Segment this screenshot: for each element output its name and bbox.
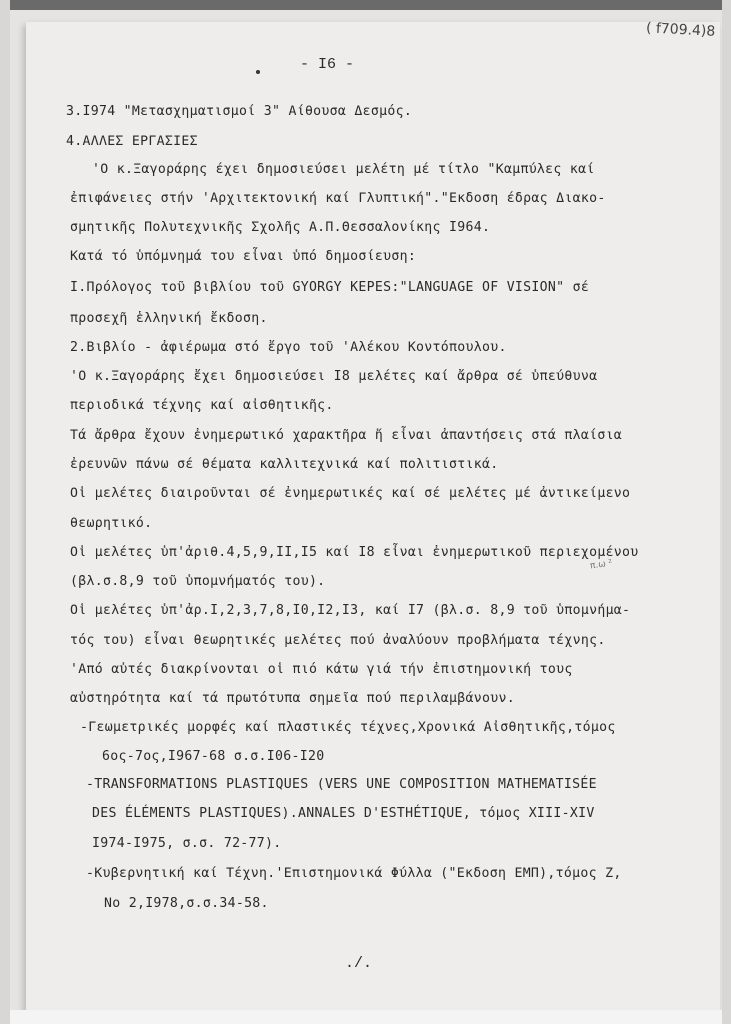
text-line-1: 3.I974 "Μετασχηματισμοί 3" Αίθουσα Δεσμός. <box>66 104 413 119</box>
text-line-13: ἐρευνῶν πάνω σέ θέματα καλλιτεχνικά καί πολιτιστικά. <box>70 457 499 472</box>
text-line-8: προσεχῆ ἑλληνική ἔκδοση. <box>70 311 268 326</box>
text-line-19: τός του) εἶναι θεωρητικές μελέτες πού ἀναλύουν προβλήματα τέχνης. <box>70 633 606 648</box>
text-line-14: Οἱ μελέτες διαιροῦνται σέ ἐνημερωτικές καί σέ μελέτες μέ ἀντικείμενο <box>70 486 631 501</box>
text-line-12: Τά ἄρθρα ἔχουν ἐνημερωτικό χαρακτῆρα ἤ εἶναι ἀπαντήσεις στά πλαίσια <box>70 428 623 443</box>
text-line-16: Οἱ μελέτες ὑπ'ἀριθ.4,5,9,II,I5 καί I8 εἶναι ἐνημερωτικοῦ περιεχομένου <box>70 545 639 560</box>
text-line-20: 'Από αὐτές διακρίνονται οἱ πιό κάτω γιά τήν ἐπιστημονική τους <box>70 662 573 677</box>
page-number: - I6 - <box>300 56 355 73</box>
text-line-26: I974-I975, σ.σ. 72-77). <box>92 836 282 851</box>
scan-edge-top <box>10 0 722 10</box>
ink-dot <box>256 70 260 74</box>
section-heading: 4.ΑΛΛΕΣ ΕΡΓΑΣΙΕΣ <box>66 134 198 149</box>
text-line-15: θεωρητικό. <box>70 516 153 531</box>
text-line-4: ἐπιφάνειες στήν 'Αρχιτεκτονική καί Γλυπτική"."Εκδοση έδρας Διακο- <box>70 191 606 206</box>
text-line-18: Οἱ μελέτες ὑπ'ἀρ.I,2,3,7,8,I0,I2,I3, καί I7 (βλ.σ. 8,9 τοῦ ὑπομνήμα- <box>70 603 631 618</box>
text-line-6: Κατά τό ὑπόμνημά του εἶναι ὑπό δημοσίευση: <box>70 249 417 264</box>
text-line-27: -Κυβερνητική καί Τέχνη.'Επιστημονικά Φύλλα ("Εκδοση ΕΜΠ),τόμος Ζ, <box>86 866 622 881</box>
text-line-10: 'Ο κ.Ξαγοράρης ἔχει δημοσιεύσει I8 μελέτες καί ἄρθρα σέ ὑπεύθυνα <box>70 369 598 384</box>
text-line-22: -Γεωμετρικές μορφές καί πλαστικές τέχνες,Χρονικά Αἰσθητικῆς,τόμος <box>80 720 616 735</box>
text-line-3: 'Ο κ.Ξαγοράρης έχει δημοσιεύσει μελέτη μέ τίτλο "Καμπύλες καί <box>92 162 595 177</box>
text-line-28: Νο 2,I978,σ.σ.34-58. <box>104 896 269 911</box>
text-line-5: σμητικῆς Πολυτεχνικῆς Σχολῆς Α.Π.Θεσσαλονίκης I964. <box>70 220 491 235</box>
text-line-7: I.Πρόλογος τοῦ βιβλίου τοῦ GYORGY KEPES:"LANGUAGE OF VISION" σέ <box>70 280 590 295</box>
text-line-23: 6ος-7ος,I967-68 σ.σ.I06-I20 <box>102 749 325 764</box>
scan-edge-bottom <box>10 1010 722 1024</box>
text-line-17: (βλ.σ.8,9 τοῦ ὑπομνήματός του). <box>70 574 326 589</box>
handwritten-margin-note: π.ω ² <box>589 558 613 572</box>
text-line-11: περιοδικά τέχνης καί αἰσθητικῆς. <box>70 398 334 413</box>
text-line-21: αὐστηρότητα καί τά πρωτότυπα σημεῖα πού περιλαμβάνουν. <box>70 691 515 706</box>
end-mark: ./. <box>345 955 373 972</box>
handwritten-reference: ( f709.4)8 <box>645 20 716 40</box>
text-line-24: -TRANSFORMATIONS PLASTIQUES (VERS UNE COMPOSITION MATHEMATISÉE <box>86 777 597 792</box>
text-line-9: 2.Βιβλίο - ἀφιέρωμα στό ἔργο τοῦ 'Αλέκου Κοντόπουλου. <box>70 340 507 355</box>
text-line-25: DES ÉLÉMENTS PLASTIQUES).ANNALES D'ESTHÉTIQUE, τόμος XIII-XIV <box>92 806 595 821</box>
